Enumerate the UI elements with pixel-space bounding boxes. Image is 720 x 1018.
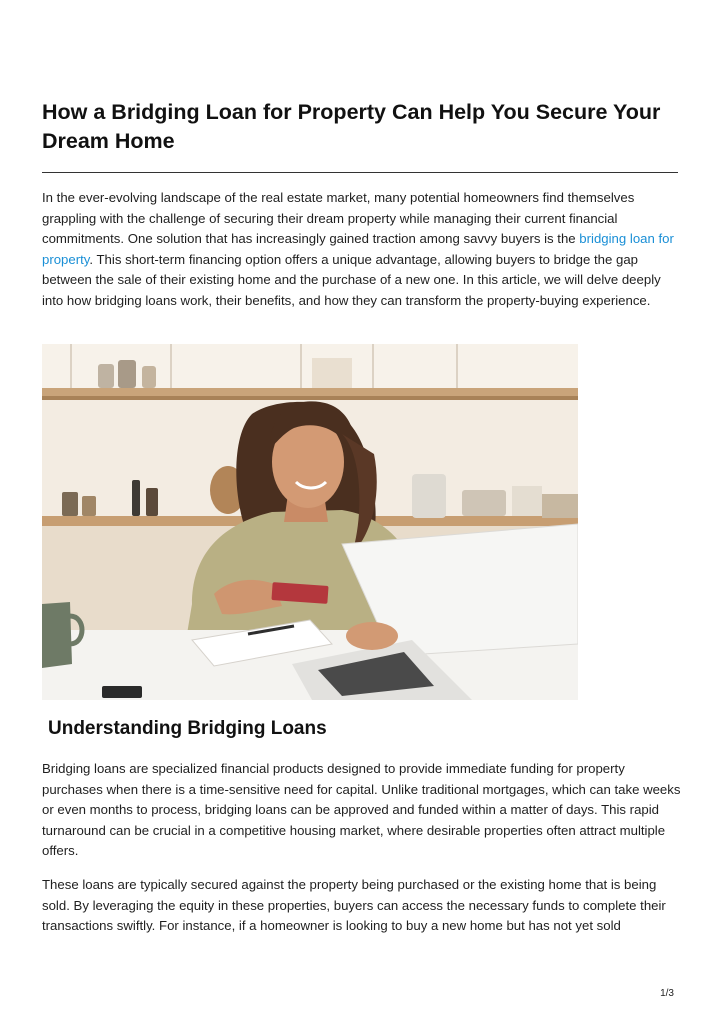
paragraph-understanding-bridging-loans: Bridging loans are specialized financial products designed to provide immediate funding for property purchases when there is a time-sensitive need for capital. Unlike traditional mortgages, which can take weeks or even months to process, bridging loans can be approved and funded within a matter of days. This rapid turnaround can be crucial in a competitive housing market, where desirable properties often attract multiple offers. xyxy=(42,761,681,859)
intro-paragraph xyxy=(42,188,682,312)
article-title: How a Bridging Loan for Property Can Help You Secure Your Dream Home xyxy=(42,100,661,153)
paragraph-secured-loans: These loans are typically secured against the property being purchased or the existing home that is being sold. By leveraging the equity in these properties, buyers can access the necessary funds to complete their transactions swiftly. For instance, if a homeowner is looking to buy a new home but has not yet sold xyxy=(42,877,666,934)
intro-text-after-link: . This short-term financing option offers a unique advantage, allowing buyers to bridge the gap between the sale of their existing home and the purchase of a new one. In this article, we will delve deeply into how bridging loans work, their benefits, and how they can transform the property-buying experience. xyxy=(42,251,661,308)
intro-text-before-link: In the ever-evolving landscape of the real estate market, many potential homeowners find themselves grappling with the challenge of securing their dream property while managing their current financial commitments. One solution that has increasingly gained traction among savvy buyers is the xyxy=(42,190,635,247)
page-number: 1/3 xyxy=(660,988,674,999)
title-divider xyxy=(42,172,678,173)
bridging-loan-link[interactable]: bridging loan for property xyxy=(42,231,674,267)
article-photo-woman-with-laptop xyxy=(42,344,578,700)
section-heading-understanding-bridging-loans: Understanding Bridging Loans xyxy=(48,718,327,739)
